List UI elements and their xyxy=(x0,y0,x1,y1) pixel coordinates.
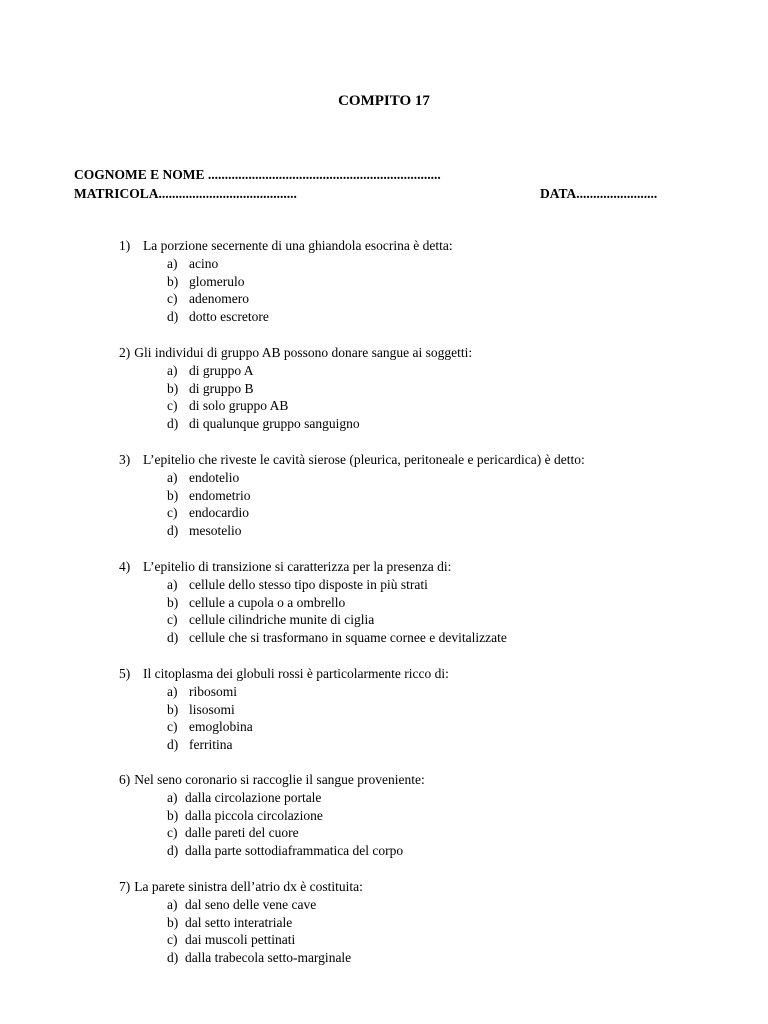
option-a xyxy=(119,683,449,701)
option-letter: b) xyxy=(167,273,179,289)
option-b xyxy=(119,914,363,932)
option-letter: b) xyxy=(167,914,179,930)
option-letter: d) xyxy=(167,950,179,966)
option-text: di gruppo B xyxy=(189,380,254,396)
question-4 xyxy=(119,558,507,647)
question-stem xyxy=(119,771,425,789)
question-number: 6) xyxy=(119,772,131,787)
option-text: dai muscoli pettinati xyxy=(185,932,296,948)
option-b xyxy=(119,380,472,398)
option-text: di gruppo A xyxy=(189,362,254,378)
option-letter: a) xyxy=(167,789,178,805)
option-text: adenomero xyxy=(189,291,249,307)
option-text: dal seno delle vene cave xyxy=(185,896,317,912)
option-text: dal setto interatriale xyxy=(185,914,293,930)
question-1 xyxy=(119,237,453,326)
option-text: glomerulo xyxy=(189,273,245,289)
option-c xyxy=(119,931,363,949)
option-list xyxy=(119,362,472,433)
option-list xyxy=(119,789,425,860)
option-d xyxy=(119,629,507,647)
option-text: di solo gruppo AB xyxy=(189,398,289,414)
option-a xyxy=(119,896,363,914)
option-list xyxy=(119,469,585,540)
option-letter: b) xyxy=(167,380,179,396)
question-text: L’epitelio che riveste le cavità sierose (pleurica, peritoneale e pericardica) è detto: xyxy=(143,452,585,467)
option-b xyxy=(119,487,585,505)
option-letter: d) xyxy=(167,843,179,859)
option-letter: b) xyxy=(167,701,179,717)
option-letter: c) xyxy=(167,398,178,414)
option-letter: d) xyxy=(167,523,179,539)
option-c xyxy=(119,824,425,842)
option-text: dalla circolazione portale xyxy=(185,789,322,805)
option-text: cellule dello stesso tipo disposte in più strati xyxy=(189,576,428,592)
question-number: 1) xyxy=(119,238,131,253)
option-text: cellule a cupola o a ombrello xyxy=(189,594,346,610)
option-list xyxy=(119,683,449,754)
option-text: ferritina xyxy=(189,737,233,753)
question-2 xyxy=(119,344,472,433)
option-a xyxy=(119,469,585,487)
option-text: dalla piccola circolazione xyxy=(185,807,323,823)
option-letter: c) xyxy=(167,719,178,735)
option-text: endotelio xyxy=(189,469,240,485)
option-b xyxy=(119,701,449,719)
question-number: 7) xyxy=(119,879,131,894)
option-list xyxy=(119,576,507,647)
question-number: 4) xyxy=(119,559,131,574)
option-c xyxy=(119,290,453,308)
option-letter: c) xyxy=(167,612,178,628)
option-text: emoglobina xyxy=(189,719,253,735)
option-text: di qualunque gruppo sanguigno xyxy=(189,416,360,432)
option-text: cellule che si trasformano in squame cornee e devitalizzate xyxy=(189,630,507,646)
option-letter: a) xyxy=(167,896,178,912)
option-a xyxy=(119,362,472,380)
option-letter: a) xyxy=(167,255,178,271)
option-letter: a) xyxy=(167,576,178,592)
option-c xyxy=(119,718,449,736)
option-text: endometrio xyxy=(189,487,251,503)
option-text: dalle pareti del cuore xyxy=(185,825,299,841)
option-letter: d) xyxy=(167,737,179,753)
page-title: COMPITO 17 xyxy=(338,93,430,109)
option-text: mesotelio xyxy=(189,523,242,539)
option-b xyxy=(119,594,507,612)
question-stem xyxy=(119,451,585,469)
option-letter: d) xyxy=(167,309,179,325)
question-text: Il citoplasma dei globuli rossi è particolarmente ricco di: xyxy=(143,666,449,681)
option-b xyxy=(119,273,453,291)
question-number: 5) xyxy=(119,666,131,681)
question-text: La parete sinistra dell’atrio dx è costituita: xyxy=(134,879,363,894)
question-text: Nel seno coronario si raccoglie il sangue proveniente: xyxy=(134,772,425,787)
option-letter: a) xyxy=(167,362,178,378)
option-d xyxy=(119,736,449,754)
option-c xyxy=(119,611,507,629)
question-3 xyxy=(119,451,585,540)
question-stem xyxy=(119,878,363,896)
option-letter: c) xyxy=(167,932,178,948)
option-b xyxy=(119,807,425,825)
question-text: L’epitelio di transizione si caratterizza per la presenza di: xyxy=(143,559,452,574)
option-letter: a) xyxy=(167,469,178,485)
matricola-field-label: MATRICOLA......................................... xyxy=(74,186,297,201)
option-a xyxy=(119,255,453,273)
option-letter: a) xyxy=(167,683,178,699)
option-d xyxy=(119,522,585,540)
option-c xyxy=(119,504,585,522)
option-text: endocardio xyxy=(189,505,249,521)
option-list xyxy=(119,255,453,326)
question-text: La porzione secernente di una ghiandola esocrina è detta: xyxy=(143,238,453,253)
option-letter: c) xyxy=(167,505,178,521)
option-text: dalla parte sottodiaframmatica del corpo xyxy=(185,843,404,859)
question-stem xyxy=(119,558,507,576)
option-letter: d) xyxy=(167,416,179,432)
option-d xyxy=(119,415,472,433)
option-d xyxy=(119,949,363,967)
question-text: Gli individui di gruppo AB possono donare sangue ai soggetti: xyxy=(134,345,473,360)
question-stem xyxy=(119,344,472,362)
option-a xyxy=(119,789,425,807)
question-stem xyxy=(119,665,449,683)
option-text: lisosomi xyxy=(189,701,235,717)
option-letter: d) xyxy=(167,630,179,646)
option-d xyxy=(119,308,453,326)
date-field-label: DATA........................ xyxy=(540,186,658,201)
option-letter: b) xyxy=(167,807,179,823)
option-letter: b) xyxy=(167,594,179,610)
question-5 xyxy=(119,665,449,754)
option-a xyxy=(119,576,507,594)
option-d xyxy=(119,842,425,860)
option-text: ribosomi xyxy=(189,683,238,699)
option-text: dalla trabecola setto-marginale xyxy=(185,950,352,966)
option-text: dotto escretore xyxy=(189,309,269,325)
option-list xyxy=(119,896,363,967)
option-text: cellule cilindriche munite di ciglia xyxy=(189,612,375,628)
option-c xyxy=(119,397,472,415)
name-field-label: COGNOME E NOME ..................................................................... xyxy=(74,167,441,182)
question-7 xyxy=(119,878,363,967)
question-number: 3) xyxy=(119,452,131,467)
option-letter: c) xyxy=(167,291,178,307)
option-text: acino xyxy=(189,255,219,271)
option-letter: b) xyxy=(167,487,179,503)
question-number: 2) xyxy=(119,345,131,360)
question-stem xyxy=(119,237,453,255)
option-letter: c) xyxy=(167,825,178,841)
question-6 xyxy=(119,771,425,860)
